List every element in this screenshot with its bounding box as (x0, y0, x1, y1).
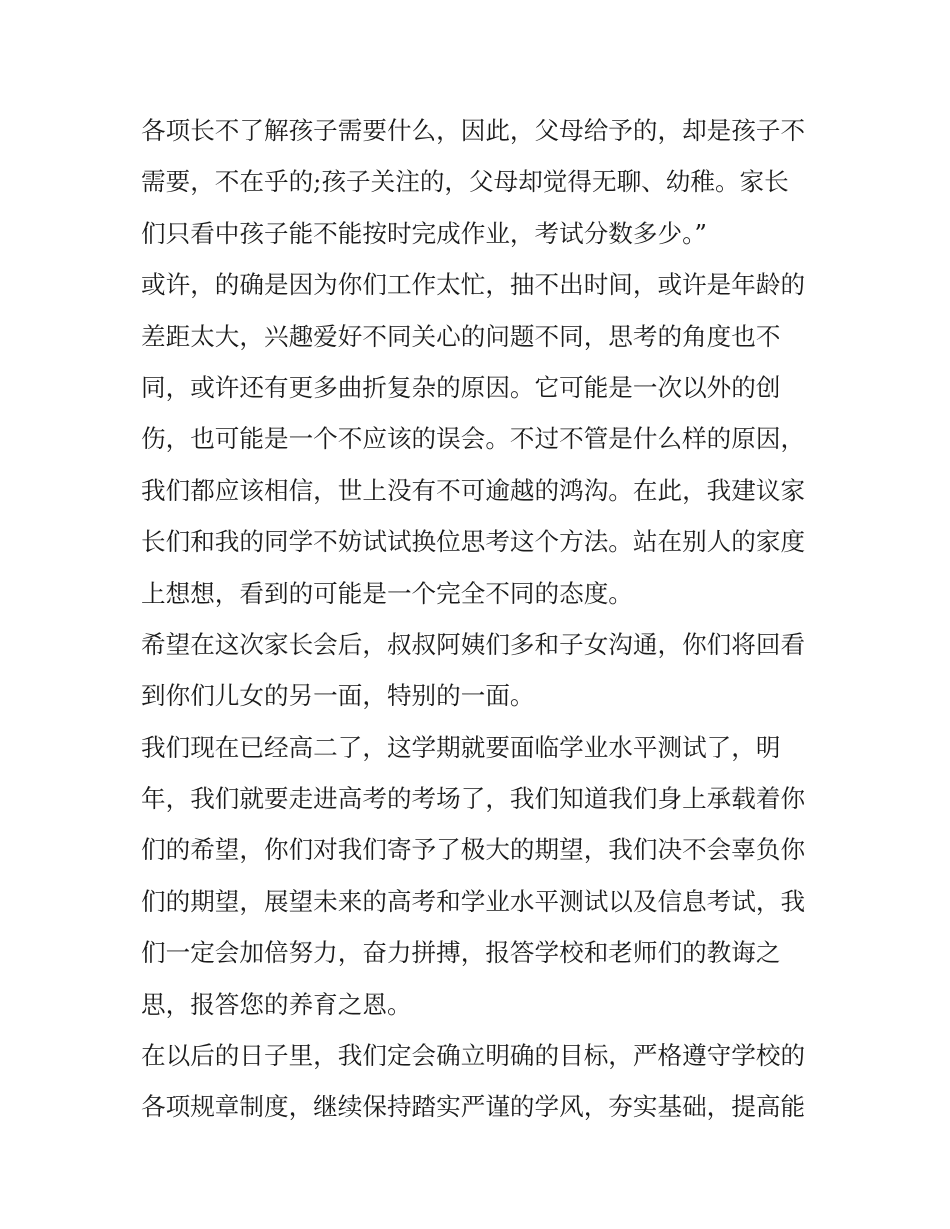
text-line-19: 在以后的日子里，我们定会确立明确的目标，严格遵守学校的 (141, 1041, 806, 1071)
text-line-1: 各项长不了解孩子需要什么，因此，父母给予的，却是孩子不 (141, 116, 806, 145)
text-line-13: 我们现在已经高二了，这学期就要面临学业水平测试了，明 (141, 732, 781, 762)
text-line-20: 各项规章制度，继续保持踏实严谨的学风，夯实基础，提高能 (141, 1092, 806, 1122)
body-text (141, 105, 813, 1133)
text-line-15: 们的希望，你们对我们寄予了极大的期望，我们决不会辜负你 (141, 835, 806, 865)
text-line-10: 上想想，看到的可能是一个完全不同的态度。 (141, 578, 633, 608)
text-line-16: 们的期望，展望未来的高考和学业水平测试以及信息考试，我 (141, 886, 806, 916)
text-line-17: 们一定会加倍努力，奋力拼搏，报答学校和老师们的教诲之 (141, 938, 781, 968)
text-line-12: 到你们儿女的另一面，特别的一面。 (141, 681, 535, 711)
text-line-11: 希望在这次家长会后，叔叔阿姨们多和子女沟通，你们将回看 (141, 629, 806, 659)
text-line-14: 年，我们就要走进高考的考场了，我们知道我们身上承载着你 (141, 784, 806, 814)
text-line-9: 长们和我的同学不妨试试换位思考这个方法。站在别人的家度 (141, 527, 806, 557)
text-line-4: 或许，的确是因为你们工作太忙，抽不出时间，或许是年龄的 (141, 270, 806, 300)
text-line-2: 需要，不在乎的;孩子关注的，父母却觉得无聊、幼稚。家长 (141, 167, 789, 197)
text-line-18: 思，报答您的养育之恩。 (141, 989, 412, 1019)
text-line-5: 差距太大，兴趣爱好不同关心的问题不同，思考的角度也不 (141, 321, 781, 351)
text-line-8: 我们都应该相信，世上没有不可逾越的鸿沟。在此，我建议家 (141, 475, 806, 505)
text-line-6: 同，或许还有更多曲折复杂的原因。它可能是一次以外的创 (141, 372, 781, 402)
text-line-7: 伤，也可能是一个不应该的误会。不过不管是什么样的原因， (141, 424, 806, 454)
text-line-3: 们只看中孩子能不能按时完成作业，考试分数多少。” (141, 218, 707, 248)
